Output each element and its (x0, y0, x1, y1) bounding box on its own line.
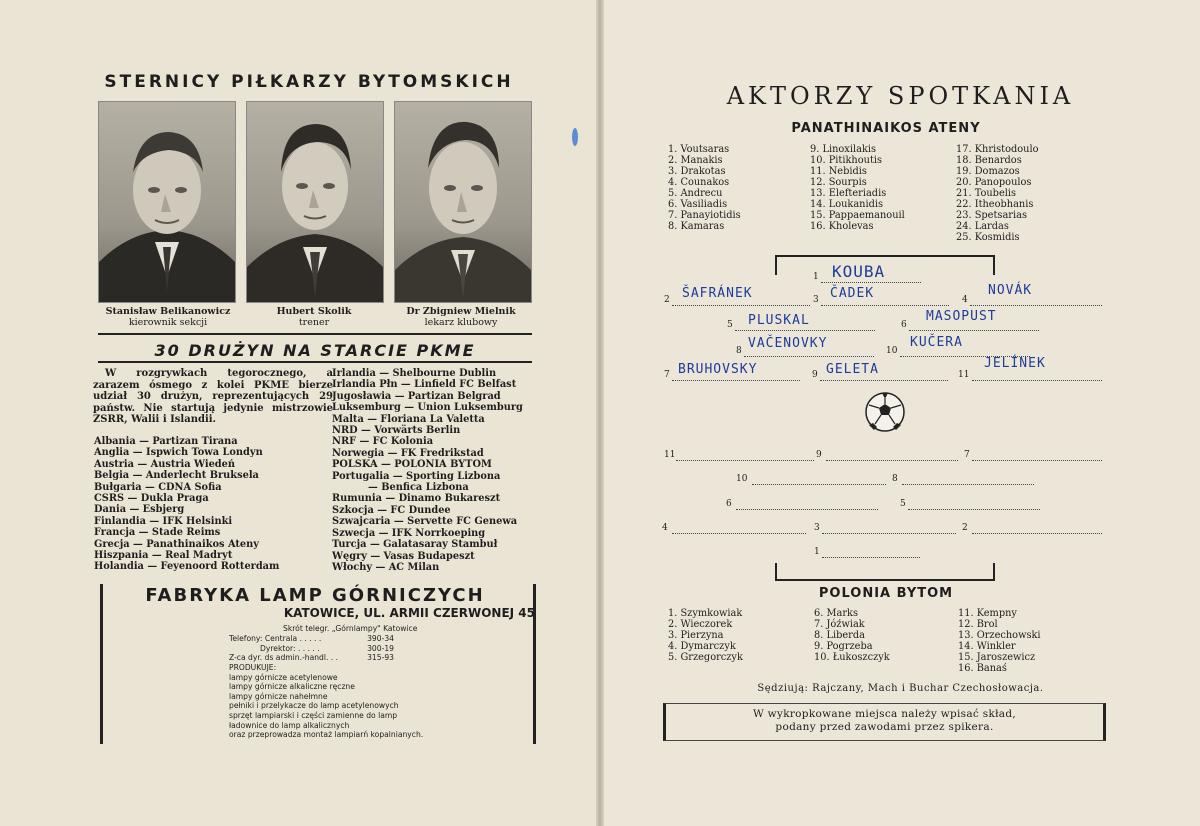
caption-1 (93, 306, 243, 328)
handwritten-name: GELETA (826, 362, 879, 377)
team-entry: Malta — Floriana La Valetta (332, 413, 485, 425)
team-entry: Włochy — AC Milan (332, 561, 440, 573)
slot-number: 6 (726, 499, 732, 509)
player: 9. Pogrzeba (814, 641, 873, 652)
handwritten-name: NOVÁK (988, 283, 1033, 298)
player: 10. Pitikhoutis (810, 155, 883, 166)
slot-number: 2 (664, 295, 670, 305)
team-entry: NRF — FC Kolonia (332, 436, 434, 448)
slot-number: 7 (964, 450, 970, 460)
slot-number: 6 (901, 320, 907, 330)
team-entry: Albania — Partizan Tirana (94, 436, 238, 447)
section-heading: 30 DRUŻYN NA STARCIE PKME (154, 341, 476, 360)
team-entry: Szwajcaria — Servette FC Genewa (332, 516, 518, 528)
player: 15. Jaroszewicz (958, 652, 1036, 663)
phone-label: Telefony: Centrala . . . . . (229, 634, 322, 643)
team-entry: Belgia — Anderlecht Bruksela (94, 470, 259, 482)
teams-list-right (332, 368, 523, 573)
product-line: lampy górnicze nahełmne (229, 691, 328, 701)
player: 11. Nebidis (810, 166, 867, 177)
player: 2. Wieczorek (668, 619, 733, 630)
slot-line (970, 305, 1102, 306)
handwritten-name: KUČERA (910, 335, 963, 350)
phone-label: Dyrektor: . . . . . (260, 643, 320, 653)
slot-number: 11 (958, 370, 970, 380)
handwritten-name: MASOPUST (926, 309, 997, 324)
team-entry: CSRS — Dukla Praga (94, 493, 209, 505)
portrait-photo-2 (246, 101, 384, 303)
slot-line (908, 509, 1040, 510)
advert-title: FABRYKA LAMP GÓRNICZYCH (145, 585, 485, 606)
team2-column-2 (814, 608, 890, 663)
slot-line (972, 460, 1102, 461)
handwritten-name: PLUSKAL (748, 313, 810, 328)
team-entry: Finlandia — IFK Helsinki (94, 515, 233, 527)
handwritten-name: KOUBA (832, 262, 886, 281)
rule-bottom (98, 361, 532, 363)
player: 15. Pappaemanouil (810, 210, 905, 221)
slot-number: 2 (962, 523, 968, 533)
slot-line (821, 305, 949, 306)
player: 2. Manakis (668, 155, 723, 166)
phone-label: Z-ca dyr. ds admin.-handl. . . (229, 653, 339, 663)
goal-bottom (775, 563, 995, 581)
player: 21. Toubelis (956, 188, 1017, 199)
team2-column-1 (668, 608, 743, 663)
player: 13. Elefteriadis (810, 188, 887, 199)
slot-line (752, 484, 886, 485)
player: 14. Winkler (958, 641, 1016, 652)
player: 6. Marks (814, 608, 858, 619)
player: 6. Vasiliadis (668, 199, 728, 210)
slot-number: 11 (664, 450, 676, 460)
player: 13. Orzechowski (958, 630, 1041, 641)
slot-number: 4 (662, 523, 668, 533)
team2-name: POLONIA BYTOM (818, 586, 954, 601)
player: 3. Pierzyna (668, 630, 724, 641)
player: 16. Kholevas (810, 221, 874, 232)
player: 8. Kamaras (668, 221, 725, 232)
advert-address: KATOWICE, UL. ARMII CZERWONEJ 45 (283, 606, 535, 620)
player: 7. Jóźwiak (814, 619, 865, 630)
team-entry: Irlandia — Shelbourne Dublin (332, 368, 497, 379)
team-entry: Szwecja — IFK Norrkoeping (332, 527, 486, 539)
product-line: pełniki i przelykacze do lamp acetylenowych (229, 701, 399, 711)
note-line-1: W wykropkowane miejsca należy wpisać skład, (752, 708, 1017, 720)
slot-line (672, 305, 810, 306)
slot-number: 4 (962, 295, 968, 305)
player: 4. Counakos (668, 177, 730, 188)
player: 25. Kosmidis (956, 232, 1020, 243)
phone-value: 300-19 (367, 643, 394, 653)
caption-2 (239, 306, 389, 328)
football-icon (864, 391, 906, 433)
team-entry: Turcja — Galatasaray Stambuł (332, 539, 498, 551)
product-line: lampy górnicze alkaliczne ręczne (229, 682, 355, 692)
advert-telegram: Skrót telegr. „Górnlampy" Katowice (283, 624, 418, 633)
player: 14. Loukanidis (810, 199, 884, 210)
handwritten-name: ČADEK (830, 286, 875, 301)
team1-column-2 (810, 144, 905, 232)
slot-line (736, 509, 878, 510)
slot-line (744, 356, 874, 357)
handwritten-name: JELÍNEK (984, 356, 1046, 371)
player: 8. Liberda (814, 630, 865, 641)
teams-list-left (94, 436, 279, 573)
slot-line (826, 460, 958, 461)
team-entry: Francja — Stade Reims (94, 527, 221, 539)
portrait-photo-3 (394, 101, 532, 303)
note-line-2: podany przed zawodami przez spikera. (775, 721, 994, 733)
note-text (663, 708, 1106, 734)
caption-2-role: trener (298, 317, 330, 328)
slot-line (909, 330, 1039, 331)
caption-2-name: Hubert Skolik (276, 306, 352, 317)
player: 3. Drakotas (668, 166, 726, 177)
slot-line (676, 460, 814, 461)
phone-value: 315-93 (367, 653, 394, 663)
slot-line (822, 533, 956, 534)
slot-number: 10 (886, 346, 898, 356)
slot-line (822, 557, 920, 558)
team1-name: PANATHINAIKOS ATENY (791, 121, 981, 136)
slot-line (972, 533, 1102, 534)
produces-label: PRODUKUJE: (229, 663, 277, 672)
player: 24. Lardas (956, 221, 1009, 232)
team-entry: — Benfica Lizbona (368, 482, 469, 494)
player: 18. Benardos (956, 155, 1022, 166)
slot-number: 8 (892, 474, 898, 484)
referees-line: Sędziują: Rajczany, Mach i Buchar Czechosłowacja. (757, 683, 1044, 694)
team-entry: Hiszpania — Real Madryt (94, 550, 233, 562)
handwritten-name: ŠAFRÁNEK (682, 286, 753, 301)
caption-3 (386, 306, 536, 328)
slot-line (972, 380, 1102, 381)
ink-blot (572, 128, 578, 146)
slot-number: 8 (736, 346, 742, 356)
caption-3-role: lekarz klubowy (424, 317, 498, 328)
portrait-photo-1 (98, 101, 236, 303)
player: 19. Domazos (956, 166, 1020, 177)
player: 11. Kempny (958, 608, 1017, 619)
slot-line (902, 484, 1034, 485)
rule-top (98, 333, 532, 335)
slot-number: 9 (816, 450, 822, 460)
team-entry: Portugalia — Sporting Lizbona (332, 470, 501, 482)
slot-number: 3 (814, 523, 820, 533)
player: 1. Szymkowiak (668, 608, 743, 619)
phone-value: 390-34 (367, 634, 394, 643)
team-entry: Holandia — Feyenoord Rotterdam (94, 561, 280, 573)
player: 4. Dymarczyk (668, 641, 736, 652)
slot-number: 7 (664, 370, 670, 380)
team-entry: NRD — Vorwärts Berlin (332, 425, 461, 437)
player: 20. Panopoulos (956, 177, 1032, 188)
slot-number: 9 (812, 370, 818, 380)
team-entry: Dania — Esbjerg (94, 504, 185, 516)
player: 7. Panayiotidis (668, 210, 741, 221)
slot-number: 3 (813, 295, 819, 305)
team1-column-3 (956, 144, 1039, 243)
advert-phones (229, 634, 394, 663)
slot-number: 1 (814, 547, 820, 557)
slot-number: 1 (813, 272, 819, 282)
caption-1-role: kierownik sekcji (128, 317, 208, 328)
player: 1. Voutsaras (668, 144, 730, 155)
slot-number: 10 (736, 474, 748, 484)
caption-3-name: Dr Zbigniew Mielnik (406, 306, 516, 317)
player: 23. Spetsarias (956, 210, 1027, 221)
player: 10. Łukoszczyk (814, 652, 890, 663)
intro-paragraph: W rozgrywkach tegorocznego, a zarazem ósmego z kolei PKME bierze udział 30 drużyn, reprezentujących 29 państw. Nie startują jedynie mistrzowie ZSRR, Walii i Islandii. (93, 368, 333, 425)
slot-line (672, 533, 806, 534)
team-entry: Grecja — Panathinaikos Ateny (94, 538, 259, 550)
team-entry: Rumunia — Dinamo Bukareszt (332, 493, 501, 505)
player: 5. Grzegorczyk (668, 652, 743, 663)
player: 5. Andrecu (668, 188, 723, 199)
team-entry: POLSKA — POLONIA BYTOM (332, 459, 492, 471)
team-entry: Węgry — Vasas Budapeszt (332, 550, 475, 562)
team-entry: Szkocja — FC Dundee (332, 504, 451, 516)
handwritten-name: BRUHOVSKY (678, 362, 758, 377)
player: 22. Itheobhanis (956, 199, 1034, 210)
left-page-title: STERNICY PIŁKARZY BYTOMSKICH (104, 72, 514, 92)
product-line: ładownice do lamp alkalicznych (229, 720, 350, 730)
product-line: lampy górnicze acetylenowe (229, 672, 338, 682)
team-entry: Austria — Austria Wiedeń (94, 458, 236, 470)
product-line: sprzęt lampiarski i części zamienne do lamp (229, 710, 398, 720)
team-entry: Irlandia Płn — Linfield FC Belfast (332, 379, 517, 391)
slot-line (672, 380, 800, 381)
player: 12. Brol (958, 619, 998, 630)
team-entry: Bułgaria — CDNA Sofia (94, 481, 222, 493)
caption-1-name: Stanisław Belikanowicz (105, 306, 231, 317)
player: 12. Sourpis (810, 177, 867, 188)
team-entry: Jugosławia — Partizan Belgrad (332, 390, 501, 402)
player: 9. Linoxilakis (810, 144, 877, 155)
team-entry: Anglia — Ispwich Towa Londyn (94, 447, 263, 459)
slot-number: 5 (900, 499, 906, 509)
team-entry: Luksemburg — Union Luksemburg (332, 402, 523, 414)
right-page-title: AKTORZY SPOTKANIA (726, 82, 1075, 110)
player: 16. Banaś (958, 663, 1007, 674)
team2-column-3 (958, 608, 1041, 674)
product-line: oraz przeprowadza montaż lampiarń kopalnianych. (229, 730, 424, 740)
handwritten-name: VAČENOVKY (748, 336, 828, 351)
team-entry: Norwegia — FK Fredrikstad (332, 447, 484, 459)
slot-line (820, 380, 948, 381)
slot-number: 5 (727, 320, 733, 330)
player: 17. Khristodoulo (956, 144, 1039, 155)
team1-column-1 (668, 144, 741, 232)
advert-products (229, 663, 423, 740)
slot-line (735, 330, 875, 331)
slot-line (821, 282, 921, 283)
